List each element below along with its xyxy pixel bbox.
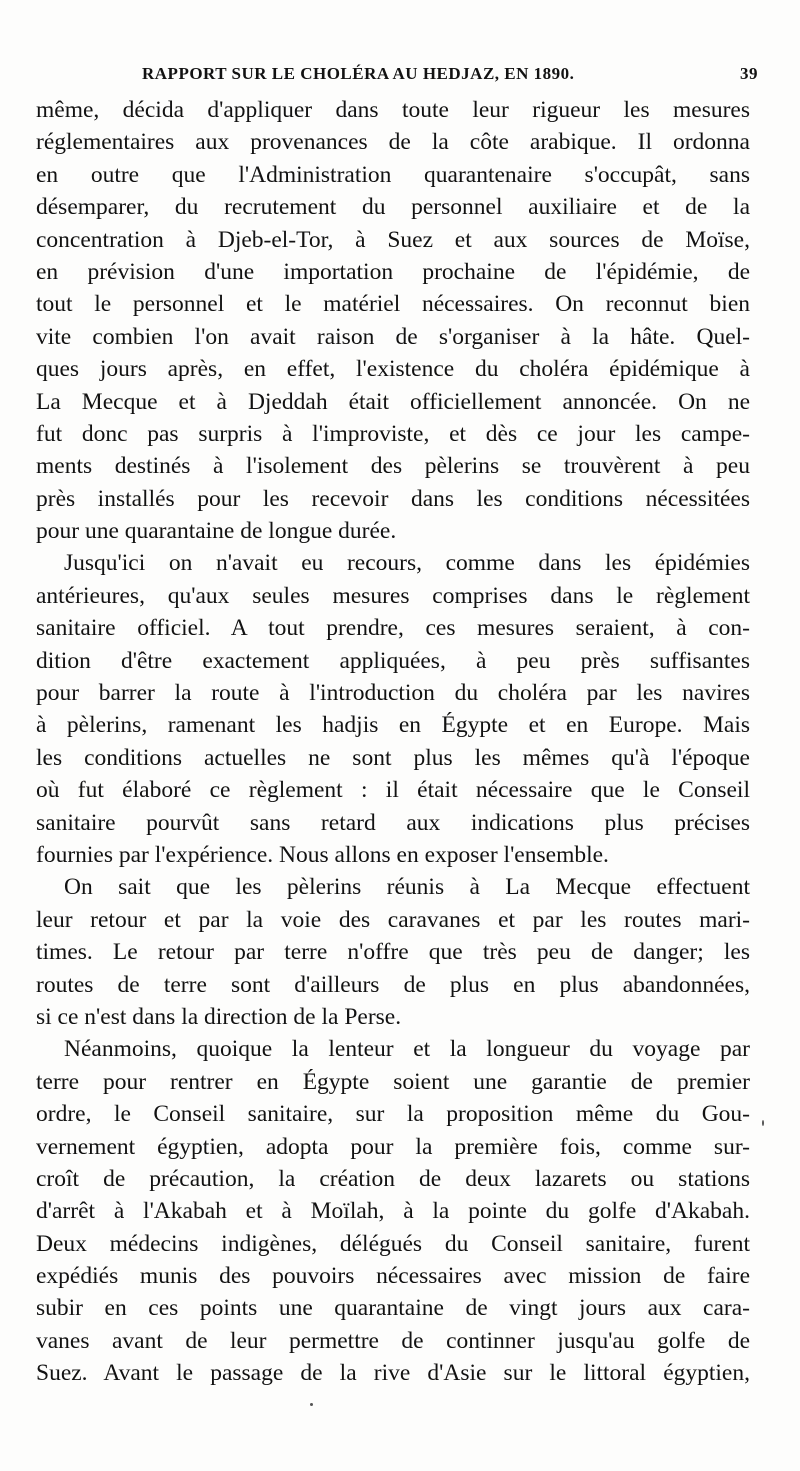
text-line: d'arrêt à l'Akabah et à Moïlah, à la pointe du golfe d'Akabah. [36, 1198, 750, 1225]
running-head [36, 64, 766, 86]
text-line: antérieures, qu'aux seules mesures comprises dans le règlement [36, 582, 750, 609]
text-line: vanes avant de leur permettre de continner jusqu'au golfe de [36, 1327, 750, 1354]
text-line: tout le personnel et le matériel nécessaires. On reconnut bien [36, 291, 750, 318]
text-line: concentration à Djeb-el-Tor, à Suez et aux sources de Moïse, [36, 226, 750, 253]
page-number: 39 [740, 64, 758, 83]
paragraph [36, 547, 750, 871]
text-line: en outre que l'Administration quarantenaire s'occupât, sans [36, 161, 750, 188]
text-line: ments destinés à l'isolement des pèlerins se trouvèrent à peu [36, 453, 750, 480]
text-line: On sait que les pèlerins réunis à La Mecque effectuent [64, 874, 750, 901]
text-line: ques jours après, en effet, l'existence du choléra épidémique à [36, 356, 750, 383]
paragraph [36, 871, 750, 1033]
text-line: réglementaires aux provenances de la côte arabique. Il ordonna [36, 129, 750, 156]
text-line: Jusqu'ici on n'avait eu recours, comme dans les épidémies [64, 550, 750, 577]
text-line: times. Le retour par terre n'offre que très peu de danger; les [36, 939, 750, 966]
text-line: fut donc pas surpris à l'improviste, et dès ce jour les campe- [36, 420, 750, 447]
text-line: près installés pour les recevoir dans les conditions nécessitées [36, 485, 750, 512]
text-line: même, décida d'appliquer dans toute leur rigueur les mesures [36, 97, 750, 123]
text-line: leur retour et par la voie des caravanes et par les routes mari- [36, 906, 750, 933]
paragraph [36, 94, 750, 547]
text-line: dition d'être exactement appliquées, à peu près suffisantes [36, 647, 750, 674]
text-line: vite combien l'on avait raison de s'organiser à la hâte. Quel- [36, 323, 750, 350]
text-line: La Mecque et à Djeddah était officiellement annoncée. On ne [36, 388, 750, 415]
print-speck [762, 1120, 764, 1126]
print-speck [310, 1403, 313, 1406]
text-line: Deux médecins indigènes, délégués du Conseil sanitaire, furent [36, 1230, 750, 1257]
text-line: sanitaire pourvût sans retard aux indications plus précises [36, 809, 750, 836]
text-line: pour une quarantaine de longue durée. [36, 518, 397, 545]
text-line: si ce n'est dans la direction de la Perse. [36, 1003, 402, 1030]
text-line: en prévision d'une importation prochaine de l'épidémie, de [36, 258, 750, 285]
text-line: vernement égyptien, adopta pour la première fois, comme sur- [36, 1133, 750, 1160]
text-line: les conditions actuelles ne sont plus les mêmes qu'à l'époque [36, 744, 750, 771]
text-line: désemparer, du recrutement du personnel auxiliaire et de la [36, 194, 750, 221]
text-line: sanitaire officiel. A tout prendre, ces mesures seraient, à con- [36, 615, 750, 642]
text-line: routes de terre sont d'ailleurs de plus en plus abandonnées, [36, 971, 750, 998]
text-line: fournies par l'expérience. Nous allons en exposer l'ensemble. [36, 841, 609, 868]
paragraph [36, 1033, 750, 1389]
text-line: pour barrer la route à l'introduction du choléra par les navires [36, 680, 750, 707]
text-line: subir en ces points une quarantaine de vingt jours aux cara- [36, 1295, 750, 1322]
text-line: Néanmoins, quoique la lenteur et la longueur du voyage par [64, 1036, 750, 1063]
body-text [36, 94, 750, 1390]
text-line: croît de précaution, la création de deux lazarets ou stations [36, 1165, 750, 1192]
text-line: expédiés munis des pouvoirs nécessaires avec mission de faire [36, 1263, 750, 1290]
text-line: où fut élaboré ce règlement : il était nécessaire que le Conseil [36, 777, 750, 804]
text-line: Suez. Avant le passage de la rive d'Asie sur le littoral égyptien, [36, 1360, 750, 1387]
running-title: RAPPORT SUR LE CHOLÉRA AU HEDJAZ, EN 1890. [142, 64, 575, 83]
text-line: terre pour rentrer en Égypte soient une garantie de premier [36, 1068, 750, 1095]
text-line: ordre, le Conseil sanitaire, sur la proposition même du Gou- [36, 1101, 750, 1128]
text-line: à pèlerins, ramenant les hadjis en Égypte et en Europe. Mais [36, 712, 750, 739]
